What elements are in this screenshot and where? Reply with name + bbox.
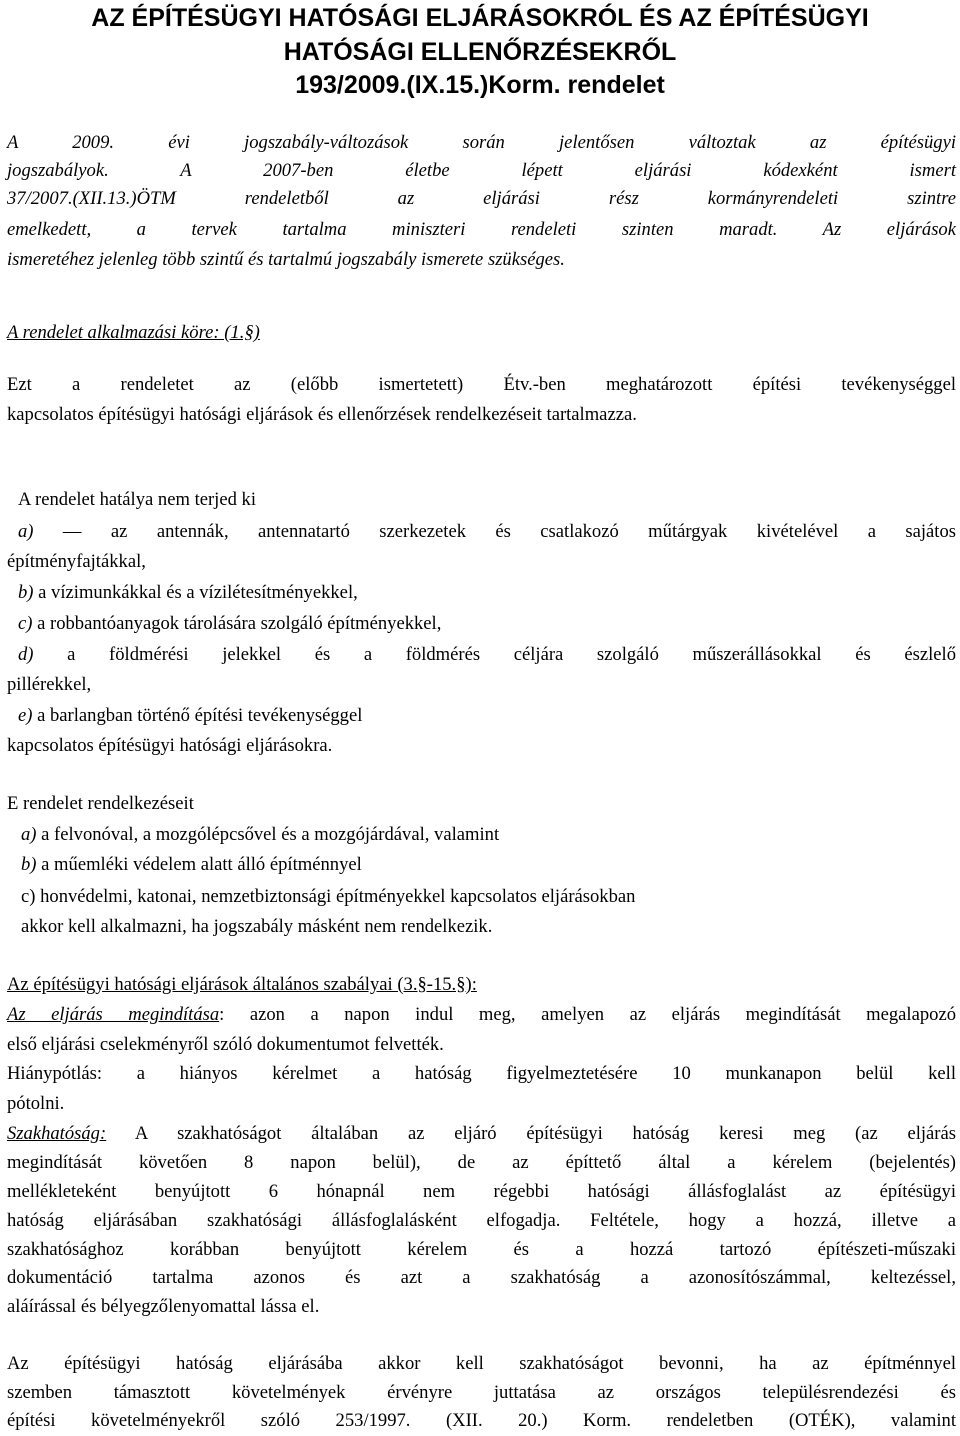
exclusion-item-d-continued: pillérekkel, [7,674,92,695]
scope-text-line: Ezt a rendeletet az (előbb ismertetett) Étv.-ben meghatározott építési tevékenységgel [7,374,956,395]
deficiency-line: pótolni. [7,1093,65,1114]
exclusion-tail: kapcsolatos építésügyi hatósági eljárásokra. [7,735,333,756]
scope-text-line: kapcsolatos építésügyi hatósági eljárások és ellenőrzések rendelkezéseit tartalmazza. [7,404,637,425]
applies-item-c: c) honvédelmi, katonai, nemzetbiztonsági építményekkel kapcsolatos eljárásokban [21,886,636,907]
procedure-start-line: Az eljárás megindítása: azon a napon indul meg, amelyen az eljárás megindítását megalapozó [7,1004,956,1025]
exclusion-heading: A rendelet hatálya nem terjed ki [18,489,257,510]
specialist-authority-line: hatóság eljárásában szakhatósági állásfoglalásként elfogadja. Feltétele, hogy a hozzá, illetve a [7,1210,956,1231]
intro-line: ismeretéhez jelenleg több szintű és tartalmú jogszabály ismerete szükséges. [7,249,565,270]
intro-line: A 2009. évi jogszabály-változások során jelentősen változtak az építésügyi [7,132,956,153]
specialist-authority-line: szakhatósághoz korábban benyújtott kérelem és a hozzá tartozó építészeti-műszaki [7,1239,956,1260]
intro-line: emelkedett, a tervek tartalma miniszteri rendeleti szinten maradt. Az eljárások [7,219,956,240]
document-title-line-2: HATÓSÁGI ELLENŐRZÉSEKRŐL [283,38,677,66]
applies-item-b: b) a műemléki védelem alatt álló építménnyel [21,854,362,875]
specialist-authority-line: Szakhatóság: A szakhatóságot általában az eljáró építésügyi hatóság keresi meg (az eljárás [7,1123,956,1144]
procedure-start-line: első eljárási cselekményről szóló dokumentumot felvették. [7,1034,444,1055]
specialist-authority-line: megindítását követően 8 napon belül), de az építtető által a kérelem (bejelentés) [7,1152,956,1173]
applies-heading: E rendelet rendelkezéseit [7,793,194,814]
general-rules-heading: Az építésügyi hatósági eljárások általános szabályai (3.§-15.§): [7,974,477,995]
specialist-authority-line: dokumentáció tartalma azonos és azt a szakhatóság a azonosítószámmal, keltezéssel, [7,1267,956,1288]
exclusion-item-a: a) — az antennák, antennatartó szerkezetek és csatlakozó műtárgyak kivételével a sajátos [18,521,957,542]
applies-item-a: a) a felvonóval, a mozgólépcsővel és a mozgójárdával, valamint [21,824,500,845]
final-paragraph-line: szemben támasztott követelmények érvényre juttatása az országos településrendezési és [7,1382,956,1403]
exclusion-item-a-continued: építményfajtákkal, [7,551,146,572]
specialist-authority-line: aláírással és bélyegzőlenyomattal lássa el. [7,1296,320,1317]
specialist-authority-line: mellékleteként benyújtott 6 hónapnál nem régebbi hatósági állásfoglalást az építésügyi [7,1181,956,1202]
exclusion-item-b: b) a vízimunkákkal és a vízilétesítményekkel, [18,582,358,603]
intro-line: 37/2007.(XII.13.)ÖTM rendeletből az eljárási rész kormányrendeleti szintre [7,188,956,209]
final-paragraph-line: Az építésügyi hatóság eljárásába akkor kell szakhatóságot bevonni, ha az építménnyel [7,1353,956,1374]
applies-tail: akkor kell alkalmazni, ha jogszabály másként nem rendelkezik. [21,916,493,937]
exclusion-item-c: c) a robbantóanyagok tárolására szolgáló építményekkel, [18,613,442,634]
scope-heading: A rendelet alkalmazási köre: (1.§) [7,322,260,343]
intro-line: jogszabályok. A 2007-ben életbe lépett eljárási kódexként ismert [7,160,956,181]
final-paragraph-line: építési követelményekről szóló 253/1997. (XII. 20.) Korm. rendeletben (OTÉK), valamint [7,1410,956,1431]
exclusion-item-e: e) a barlangban történő építési tevékenységgel [18,705,363,726]
document-title-line-3: 193/2009.(IX.15.)Korm. rendelet [295,71,665,99]
document-title-line-1: AZ ÉPÍTÉSÜGYI HATÓSÁGI ELJÁRÁSOKRÓL ÉS AZ ÉPÍTÉSÜGYI [91,4,869,32]
exclusion-item-d: d) a földmérési jelekkel és a földmérés céljára szolgáló műszerállásokkal és észlelő [18,644,956,665]
deficiency-line: Hiánypótlás: a hiányos kérelmet a hatóság figyelmeztetésére 10 munkanapon belül kell [7,1063,956,1084]
